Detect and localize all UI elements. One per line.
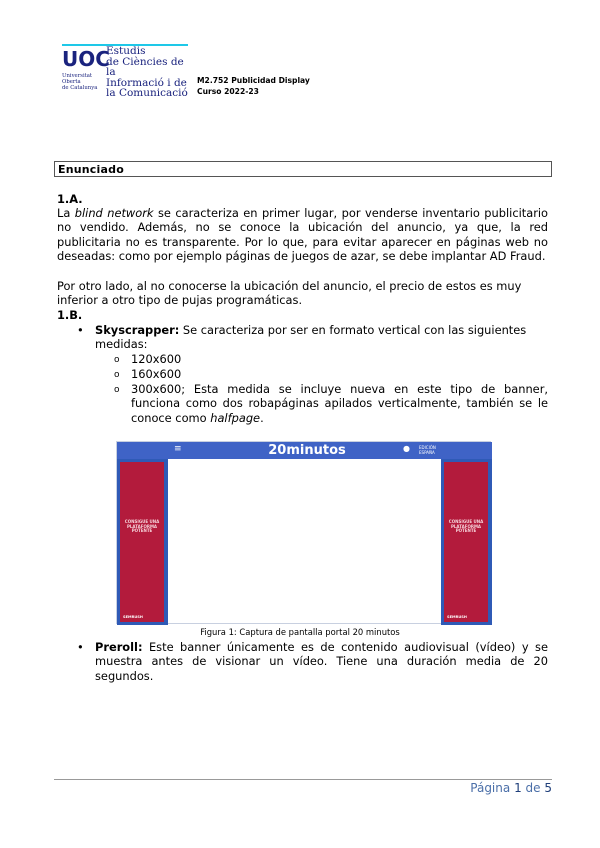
size-300x600: 300x600; Esta medida se incluye nueva en este tipo de banner, funciona como dos robapáginas apilados verticalmente, también se le conoce como halfpage. <box>131 382 548 425</box>
section-title: Enunciado <box>54 161 552 177</box>
paragraph-price: Por otro lado, al no conocerse la ubicación del anuncio, el precio de estos es muy inferior a otro tipo de pujas programáticas. <box>57 279 522 308</box>
sub-bullet-icon: o <box>114 370 120 380</box>
ad-skyscraper-right <box>441 459 492 625</box>
course-year: Curso 2022-23 <box>197 86 259 96</box>
heading-1a: 1.A. <box>57 192 83 206</box>
logo-mark: UOC <box>62 47 110 71</box>
heading-1b: 1.B. <box>57 308 83 322</box>
menu-icon: ≡ <box>174 444 182 454</box>
uoc-logo <box>62 46 110 71</box>
site-logo: 20minutos <box>268 443 346 458</box>
paragraph-blind-network: La blind network se caracteriza en primer lugar, por venderse inventario publicitario no vendido. Además, no se conoce la ubicación del anuncio, ya que, la red publicitaria no es transparente. Por lo que, para evitar aparecer en páginas web no deseadas: como por ejemplo páginas de juegos de azar, se debe implantar AD Fraud. <box>57 206 549 264</box>
sub-bullet-icon: o <box>114 355 120 365</box>
ad-brand: SEMRUSH <box>123 615 143 619</box>
ad-skyscraper-left <box>117 459 168 625</box>
logo-subtitle: Universitat Oberta de Catalunya <box>62 73 98 91</box>
logo-title: Estudis de Ciències de la Informació i de la Comunicació <box>106 45 188 99</box>
user-icon: ● <box>403 444 410 453</box>
course-info <box>197 76 310 97</box>
ad-headline: CONSIGUE UNA PLATAFORMA POTENTE <box>448 519 484 534</box>
ad-headline: CONSIGUE UNA PLATAFORMA POTENTE <box>124 519 160 534</box>
course-code: M2.752 Publicidad Display <box>197 76 310 85</box>
edition-selector: EDICIÓN ESPAÑA <box>419 445 436 455</box>
bullet-icon: • <box>77 640 84 654</box>
footer-divider <box>54 779 552 780</box>
sub-bullet-icon: o <box>114 385 120 395</box>
figure-screenshot <box>116 441 491 624</box>
bullet-icon: • <box>77 323 84 337</box>
page-number: Página 1 de 5 <box>470 781 552 795</box>
bullet-skyscrapper: Skyscrapper: Se caracteriza por ser en formato vertical con las siguientes medidas: <box>95 323 527 352</box>
figure-caption: Figura 1: Captura de pantalla portal 20 minutos <box>200 627 400 637</box>
bullet-preroll: Preroll: Este banner únicamente es de contenido audiovisual (vídeo) y se muestra antes de visionar un vídeo. Tiene una duración media de 20 segundos. <box>95 640 548 683</box>
size-160x600: 160x600 <box>131 367 182 381</box>
ad-brand: SEMRUSH <box>447 615 467 619</box>
size-120x600: 120x600 <box>131 352 182 366</box>
